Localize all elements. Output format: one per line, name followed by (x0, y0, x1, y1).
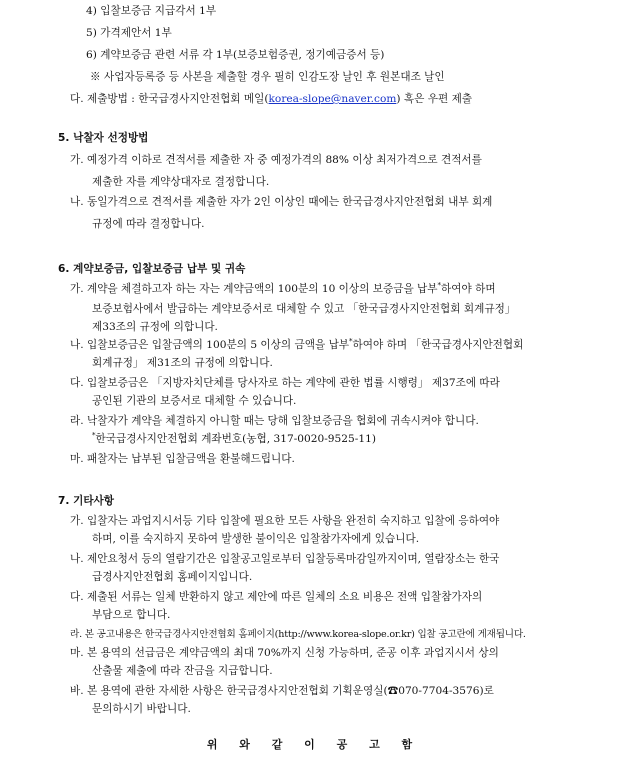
section-7-line: 하며, 이를 숙지하지 못하여 발생한 불이익은 입찰참가자에게 있습니다. (92, 533, 420, 545)
list-item-contract-guarantee-docs: 6) 계약보증금 관련 서류 각 1부(보증보험증권, 정기예금증서 등) (86, 49, 385, 61)
section-6-da-line2: 공인된 기관의 보증서로 대체할 수 있습니다. (92, 395, 297, 407)
submission-prefix: 다. 제출방법 : 한국급경사지안전협회 메일( (70, 93, 269, 105)
section-6-na-line1: 나. 입찰보증금은 입찰금액의 100분의 5 이상의 금액을 납부*하여야 하며 「한국급경사지안전협회 (70, 337, 524, 351)
section-7-line: 급경사지안전협회 홈페이지입니다. (92, 571, 253, 583)
closing-statement: 위 와 같 이 공 고 함 (206, 738, 422, 751)
section-7-line: 바. 본 용역에 관한 자세한 사항은 한국급경사지안전협회 기획운영실(☎070-7704-3576)로 (70, 685, 494, 697)
section-6-heading: 6. 계약보증금, 입찰보증금 납부 및 귀속 (58, 263, 246, 275)
section-7-line: 부담으로 합니다. (92, 609, 171, 621)
section-6-ra-line1: 라. 낙찰자가 계약을 체결하지 아니할 때는 당해 입찰보증금을 협회에 귀속시켜야 합니다. (70, 415, 479, 427)
section-6-ga-line2: 보증보험사에서 발급하는 계약보증서로 대체할 수 있고 「한국급경사지안전협회 회계규정」 (92, 303, 516, 315)
section-7-line: 다. 제출된 서류는 일체 반환하지 않고 제안에 따른 일체의 소요 비용은 전액 입찰참가자의 (70, 591, 483, 603)
section-7-line: 산출물 제출에 따라 잔금을 지급합니다. (92, 665, 273, 677)
section-6-ga-line3: 제33조의 규정에 의합니다. (92, 321, 218, 333)
bank-account-note: *한국급경사지안전협회 계좌번호(농협, 317-0020-9525-11) (92, 431, 376, 445)
section-6-na-line2: 회계규정」 제31조의 규정에 의합니다. (92, 357, 273, 369)
section-6-da-line1: 다. 입찰보증금은 「지방자치단체를 당사자로 하는 계약에 관한 법률 시행령」 제37조에 따라 (70, 377, 500, 389)
section-7-line: 가. 입찰자는 과업지시서등 기타 입찰에 필요한 모든 사항을 완전히 숙지하고 입찰에 응하여야 (70, 515, 500, 527)
section-7-line: 라. 본 공고내용은 한국급경사지안전협회 홈페이지(http://www.korea-slope.or.kr) 입찰 공고란에 게재됩니다. (70, 629, 526, 640)
section-5-heading: 5. 낙찰자 선정방법 (58, 132, 149, 144)
section-7-heading: 7. 기타사항 (58, 495, 115, 507)
section-7-line: 나. 제안요청서 등의 열람기간은 입찰공고일로부터 입찰등록마감일까지이며, 열람장소는 한국 (70, 553, 500, 565)
section-5-line: 제출한 자를 계약상대자로 결정합니다. (92, 176, 270, 188)
section-5-line: 나. 동일가격으로 견적서를 제출한 자가 2인 이상인 때에는 한국급경사지안전협회 내부 회계 (70, 196, 493, 208)
seal-note: ※ 사업자등록증 등 사본을 제출할 경우 필히 인감도장 날인 후 원본대조 날인 (90, 71, 445, 83)
submission-suffix: ) 혹은 우편 제출 (396, 93, 473, 105)
section-5-line: 가. 예정가격 이하로 견적서를 제출한 자 중 예정가격의 88% 이상 최저가격으로 견적서를 (70, 154, 482, 166)
list-item-bid-guarantee-pledge: 4) 입찰보증금 지급각서 1부 (86, 5, 217, 17)
section-5-line: 규정에 따라 결정합니다. (92, 218, 205, 230)
section-6-ma-line: 마. 패찰자는 납부된 입찰금액을 환불해드립니다. (70, 453, 295, 465)
section-7-line: 마. 본 용역의 선급금은 계약금액의 최대 70%까지 신청 가능하며, 준공 이후 과업지시서 상의 (70, 647, 499, 659)
list-item-price-proposal: 5) 가격제안서 1부 (86, 27, 172, 39)
email-link[interactable]: korea-slope@naver.com (268, 93, 397, 105)
section-7-line: 문의하시기 바랍니다. (92, 703, 191, 715)
section-6-ga-line1: 가. 계약을 체결하고자 하는 자는 계약금액의 100분의 10 이상의 보증금을 납부*하여야 하며 (70, 281, 496, 295)
submission-method (70, 92, 472, 106)
